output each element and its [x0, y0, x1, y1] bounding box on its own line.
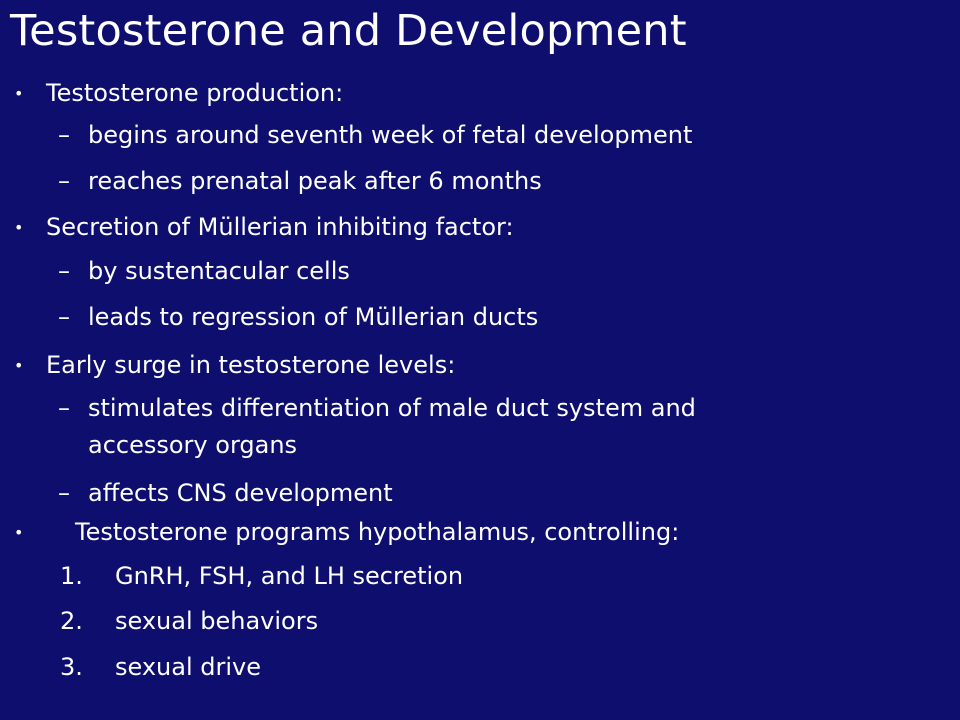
- slide-title: Testosterone and Development: [10, 6, 687, 56]
- dash-marker: –: [58, 167, 70, 195]
- subitem-prenatal-peak: reaches prenatal peak after 6 months: [88, 167, 542, 195]
- numbered-item-sexual-drive: sexual drive: [115, 653, 262, 681]
- list-number: 3.: [60, 653, 83, 681]
- bullet-text-mullerian-factor: Secretion of Müllerian inhibiting factor:: [46, 213, 514, 241]
- subitem-differentiation-continued: accessory organs: [88, 431, 298, 459]
- subitem-cns-development: affects CNS development: [88, 479, 393, 507]
- subitem-sustentacular-cells: by sustentacular cells: [88, 257, 350, 285]
- bullet-marker: •: [14, 84, 24, 103]
- dash-marker: –: [58, 479, 70, 507]
- dash-marker: –: [58, 303, 70, 331]
- dash-marker: –: [58, 257, 70, 285]
- bullet-text-early-surge: Early surge in testosterone levels:: [46, 351, 456, 379]
- bullet-marker: •: [14, 356, 24, 375]
- dash-marker: –: [58, 121, 70, 149]
- subitem-regression-ducts: leads to regression of Müllerian ducts: [88, 303, 539, 331]
- subitem-seventh-week: begins around seventh week of fetal development: [88, 121, 693, 149]
- dash-marker: –: [58, 394, 70, 422]
- numbered-item-gnrh-secretion: GnRH, FSH, and LH secretion: [115, 562, 464, 590]
- subitem-differentiation: stimulates differentiation of male duct system and: [88, 394, 696, 422]
- bullet-marker: •: [14, 523, 24, 542]
- bullet-text-programs-hypothalamus: Testosterone programs hypothalamus, controlling:: [75, 518, 680, 546]
- bullet-text-testosterone-production: Testosterone production:: [46, 79, 344, 107]
- numbered-item-sexual-behaviors: sexual behaviors: [115, 607, 319, 635]
- bullet-marker: •: [14, 218, 24, 237]
- list-number: 2.: [60, 607, 83, 635]
- list-number: 1.: [60, 562, 83, 590]
